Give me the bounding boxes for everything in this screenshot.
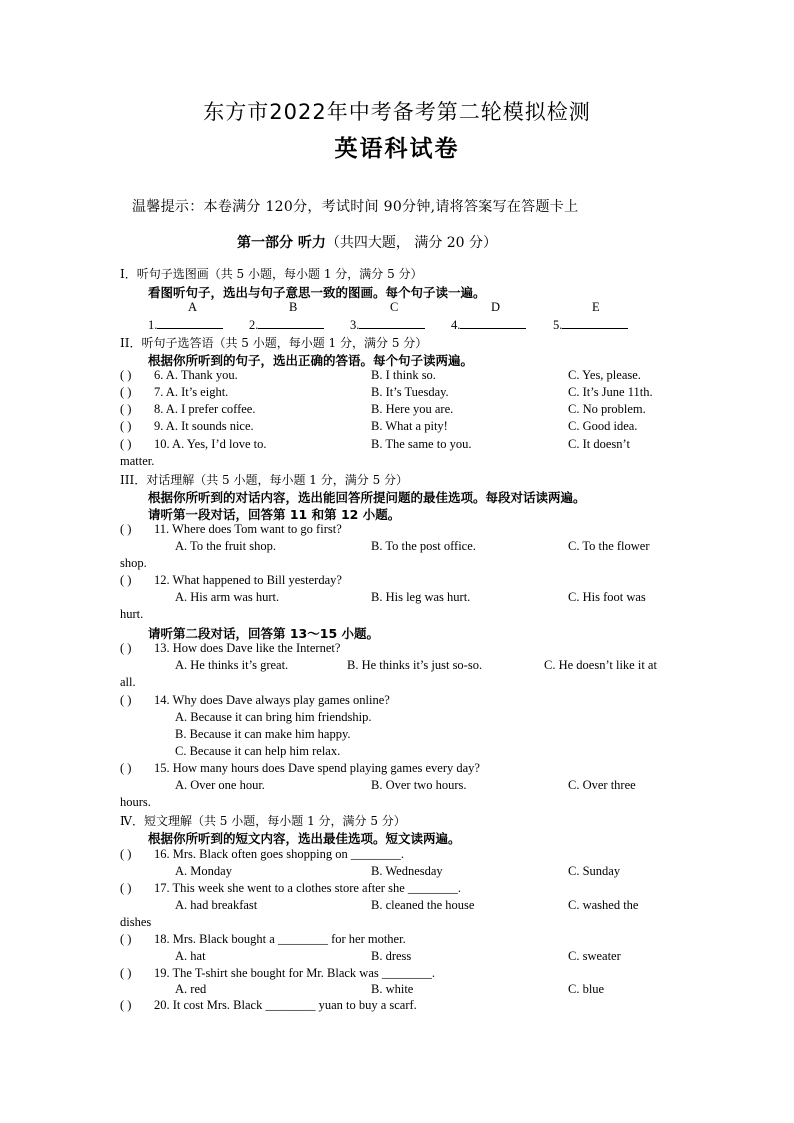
q17-option-c-wrap: dishes [120, 915, 152, 929]
section-3-heading: III．对话理解（共 5 小题，每小题 1 分，满分 5 分） [120, 473, 409, 487]
q15-option-c-wrap: hours. [120, 795, 151, 809]
q11-option-a: A. To the fruit shop. [175, 539, 276, 553]
q18-option-a: A. hat [175, 949, 206, 963]
q16-option-a: A. Monday [175, 864, 232, 878]
question-14 [120, 693, 675, 709]
picture-letter-c: C [390, 300, 399, 314]
q17-options [120, 898, 675, 914]
q13-option-b: B. He thinks it’s just so-so. [347, 658, 483, 672]
question-18 [120, 932, 675, 948]
answer-paren[interactable]: ( ) [120, 693, 132, 707]
q11-option-b: B. To the post office. [371, 539, 476, 553]
q8-option-b: B. Here you are. [371, 402, 454, 416]
q14-option-c-row [120, 744, 675, 760]
answer-paren[interactable]: ( ) [120, 385, 132, 399]
q11-options [120, 539, 675, 555]
picture-letter-e: E [592, 300, 600, 314]
q12-option-b: B. His leg was hurt. [371, 590, 471, 604]
q18-stem: 18. Mrs. Black bought a ________ for her mother. [154, 932, 406, 946]
q8-option-a: 8. A. I prefer coffee. [154, 402, 256, 416]
section-3-instruction: 根据你所听到的对话内容，选出能回答所提问题的最佳选项。每段对话读两遍。 [148, 490, 586, 505]
q7-option-c: C. It’s June 11th. [568, 385, 653, 399]
answer-paren[interactable]: ( ) [120, 881, 132, 895]
q15-option-b: B. Over two hours. [371, 778, 467, 792]
warm-tip: 温馨提示：本卷满分 120分，考试时间 90分钟,请将答案写在答题卡上 [132, 199, 579, 215]
question-15 [120, 761, 675, 777]
section-2-instruction: 根据你所听到的句子，选出正确的答语。每个句子读两遍。 [148, 353, 474, 368]
section-1-instruction: 看图听句子，选出与句子意思一致的图画。每个句子读一遍。 [148, 285, 486, 300]
q14-option-b-row [120, 727, 675, 743]
part-one-heading [237, 232, 497, 252]
answer-paren[interactable]: ( ) [120, 368, 132, 382]
answer-blank-3[interactable] [350, 317, 425, 333]
blank-label-2: 2. [249, 318, 259, 332]
question-16 [120, 847, 675, 863]
q19-option-a: A. red [175, 982, 207, 996]
q10-option-b: B. The same to you. [371, 437, 472, 451]
q11-option-c-wrap: shop. [120, 556, 147, 570]
q12-option-c-wrap: hurt. [120, 607, 144, 621]
q7-option-b: B. It’s Tuesday. [371, 385, 449, 399]
q14-option-a: A. Because it can bring him friendship. [175, 710, 372, 724]
answer-paren[interactable]: ( ) [120, 847, 132, 861]
q12-option-a: A. His arm was hurt. [175, 590, 280, 604]
exam-subject: 英语科试卷 [334, 136, 460, 162]
q16-options [120, 864, 675, 880]
blank-label-3: 3. [350, 318, 360, 332]
q11-option-c: C. To the flower [568, 539, 650, 553]
answer-paren[interactable]: ( ) [120, 402, 132, 416]
question-17 [120, 881, 675, 897]
answer-paren[interactable]: ( ) [120, 761, 132, 775]
q15-stem: 15. How many hours does Dave spend playing games every day? [154, 761, 480, 775]
q16-option-b: B. Wednesday [371, 864, 443, 878]
answer-blank-2[interactable] [249, 317, 324, 333]
q17-option-b: B. cleaned the house [371, 898, 475, 912]
part-one-title: 第一部分 听力 [237, 235, 326, 251]
picture-letter-b: B [289, 300, 298, 314]
question-9 [120, 419, 675, 435]
q15-option-c: C. Over three [568, 778, 636, 792]
q19-stem: 19. The T-shirt she bought for Mr. Black was ________. [154, 966, 435, 980]
q19-option-c: C. blue [568, 982, 605, 996]
answer-paren[interactable]: ( ) [120, 419, 132, 433]
q14-option-a-row [120, 710, 675, 726]
answer-paren[interactable]: ( ) [120, 932, 132, 946]
blank-label-1: 1. [148, 318, 158, 332]
q16-stem: 16. Mrs. Black often goes shopping on ________. [154, 847, 404, 861]
q14-option-c: C. Because it can help him relax. [175, 744, 341, 758]
q13-option-a: A. He thinks it’s great. [175, 658, 289, 672]
q17-stem: 17. This week she went to a clothes store after she ________. [154, 881, 461, 895]
section-4-instruction: 根据你所听到的短文内容，选出最佳选项。短文读两遍。 [148, 831, 461, 846]
q16-option-c: C. Sunday [568, 864, 621, 878]
q20-stem: 20. It cost Mrs. Black ________ yuan to buy a scarf. [154, 998, 417, 1012]
picture-letter-d: D [491, 300, 501, 314]
question-10 [120, 437, 675, 453]
q12-option-c: C. His foot was [568, 590, 646, 604]
section-4-heading: Ⅳ．短文理解（共 5 小题，每小题 1 分，满分 5 分） [120, 814, 406, 828]
q15-option-a: A. Over one hour. [175, 778, 265, 792]
q14-stem: 14. Why does Dave always play games online? [154, 693, 390, 707]
q12-options [120, 590, 675, 606]
answer-paren[interactable]: ( ) [120, 966, 132, 980]
q13-options [120, 658, 675, 674]
section-1-heading: Ⅰ．听句子选图画（共 5 小题，每小题 1 分，满分 5 分） [120, 267, 423, 281]
q9-option-b: B. What a pity! [371, 419, 448, 433]
q6-option-c: C. Yes, please. [568, 368, 641, 382]
blank-label-5: 5. [553, 318, 563, 332]
answer-blank-1[interactable] [148, 317, 223, 333]
dialog-2-note: 请听第二段对话，回答第 13～15 小题。 [148, 626, 379, 641]
q9-option-a: 9. A. It sounds nice. [154, 419, 254, 433]
q17-option-c: C. washed the [568, 898, 639, 912]
question-6 [120, 368, 675, 384]
q13-option-c: C. He doesn’t like it at [544, 658, 657, 672]
part-one-note: （共四大题， 满分 20 分） [325, 235, 498, 251]
answer-blank-4[interactable] [451, 317, 526, 333]
q18-option-c: C. sweater [568, 949, 621, 963]
exam-title: 东方市2022年中考备考第二轮模拟检测 [203, 100, 591, 124]
q8-option-c: C. No problem. [568, 402, 646, 416]
question-19 [120, 966, 675, 982]
q10-option-c: C. It doesn’t [568, 437, 630, 451]
question-7 [120, 385, 675, 401]
q6-option-b: B. I think so. [371, 368, 436, 382]
answer-blank-5[interactable] [553, 317, 628, 333]
q15-options [120, 778, 675, 794]
answer-paren[interactable]: ( ) [120, 998, 132, 1012]
q7-option-a: 7. A. It’s eight. [154, 385, 229, 399]
q6-option-a: 6. A. Thank you. [154, 368, 238, 382]
q19-option-b: B. white [371, 982, 414, 996]
q11-stem: 11. Where does Tom want to go first? [154, 522, 342, 536]
answer-paren[interactable]: ( ) [120, 641, 132, 655]
question-8 [120, 402, 675, 418]
q13-option-c-wrap: all. [120, 675, 136, 689]
question-12 [120, 573, 675, 589]
answer-paren[interactable]: ( ) [120, 573, 132, 587]
question-20 [120, 998, 675, 1014]
answer-paren[interactable]: ( ) [120, 437, 132, 451]
q18-options [120, 949, 675, 965]
question-13 [120, 641, 675, 657]
section-2-heading: II．听句子选答语（共 5 小题，每小题 1 分，满分 5 分） [120, 336, 428, 350]
q14-option-b: B. Because it can make him happy. [175, 727, 351, 741]
q9-option-c: C. Good idea. [568, 419, 638, 433]
q10-option-c-wrap: matter. [120, 454, 155, 468]
q18-option-b: B. dress [371, 949, 412, 963]
blank-label-4: 4. [451, 318, 461, 332]
q19-options [120, 982, 675, 998]
q12-stem: 12. What happened to Bill yesterday? [154, 573, 342, 587]
q10-option-a: 10. A. Yes, I’d love to. [154, 437, 267, 451]
answer-paren[interactable]: ( ) [120, 522, 132, 536]
dialog-1-note: 请听第一段对话，回答第 11 和第 12 小题。 [148, 507, 401, 522]
picture-letter-a: A [188, 300, 198, 314]
question-11 [120, 522, 675, 538]
q13-stem: 13. How does Dave like the Internet? [154, 641, 341, 655]
q17-option-a: A. had breakfast [175, 898, 258, 912]
